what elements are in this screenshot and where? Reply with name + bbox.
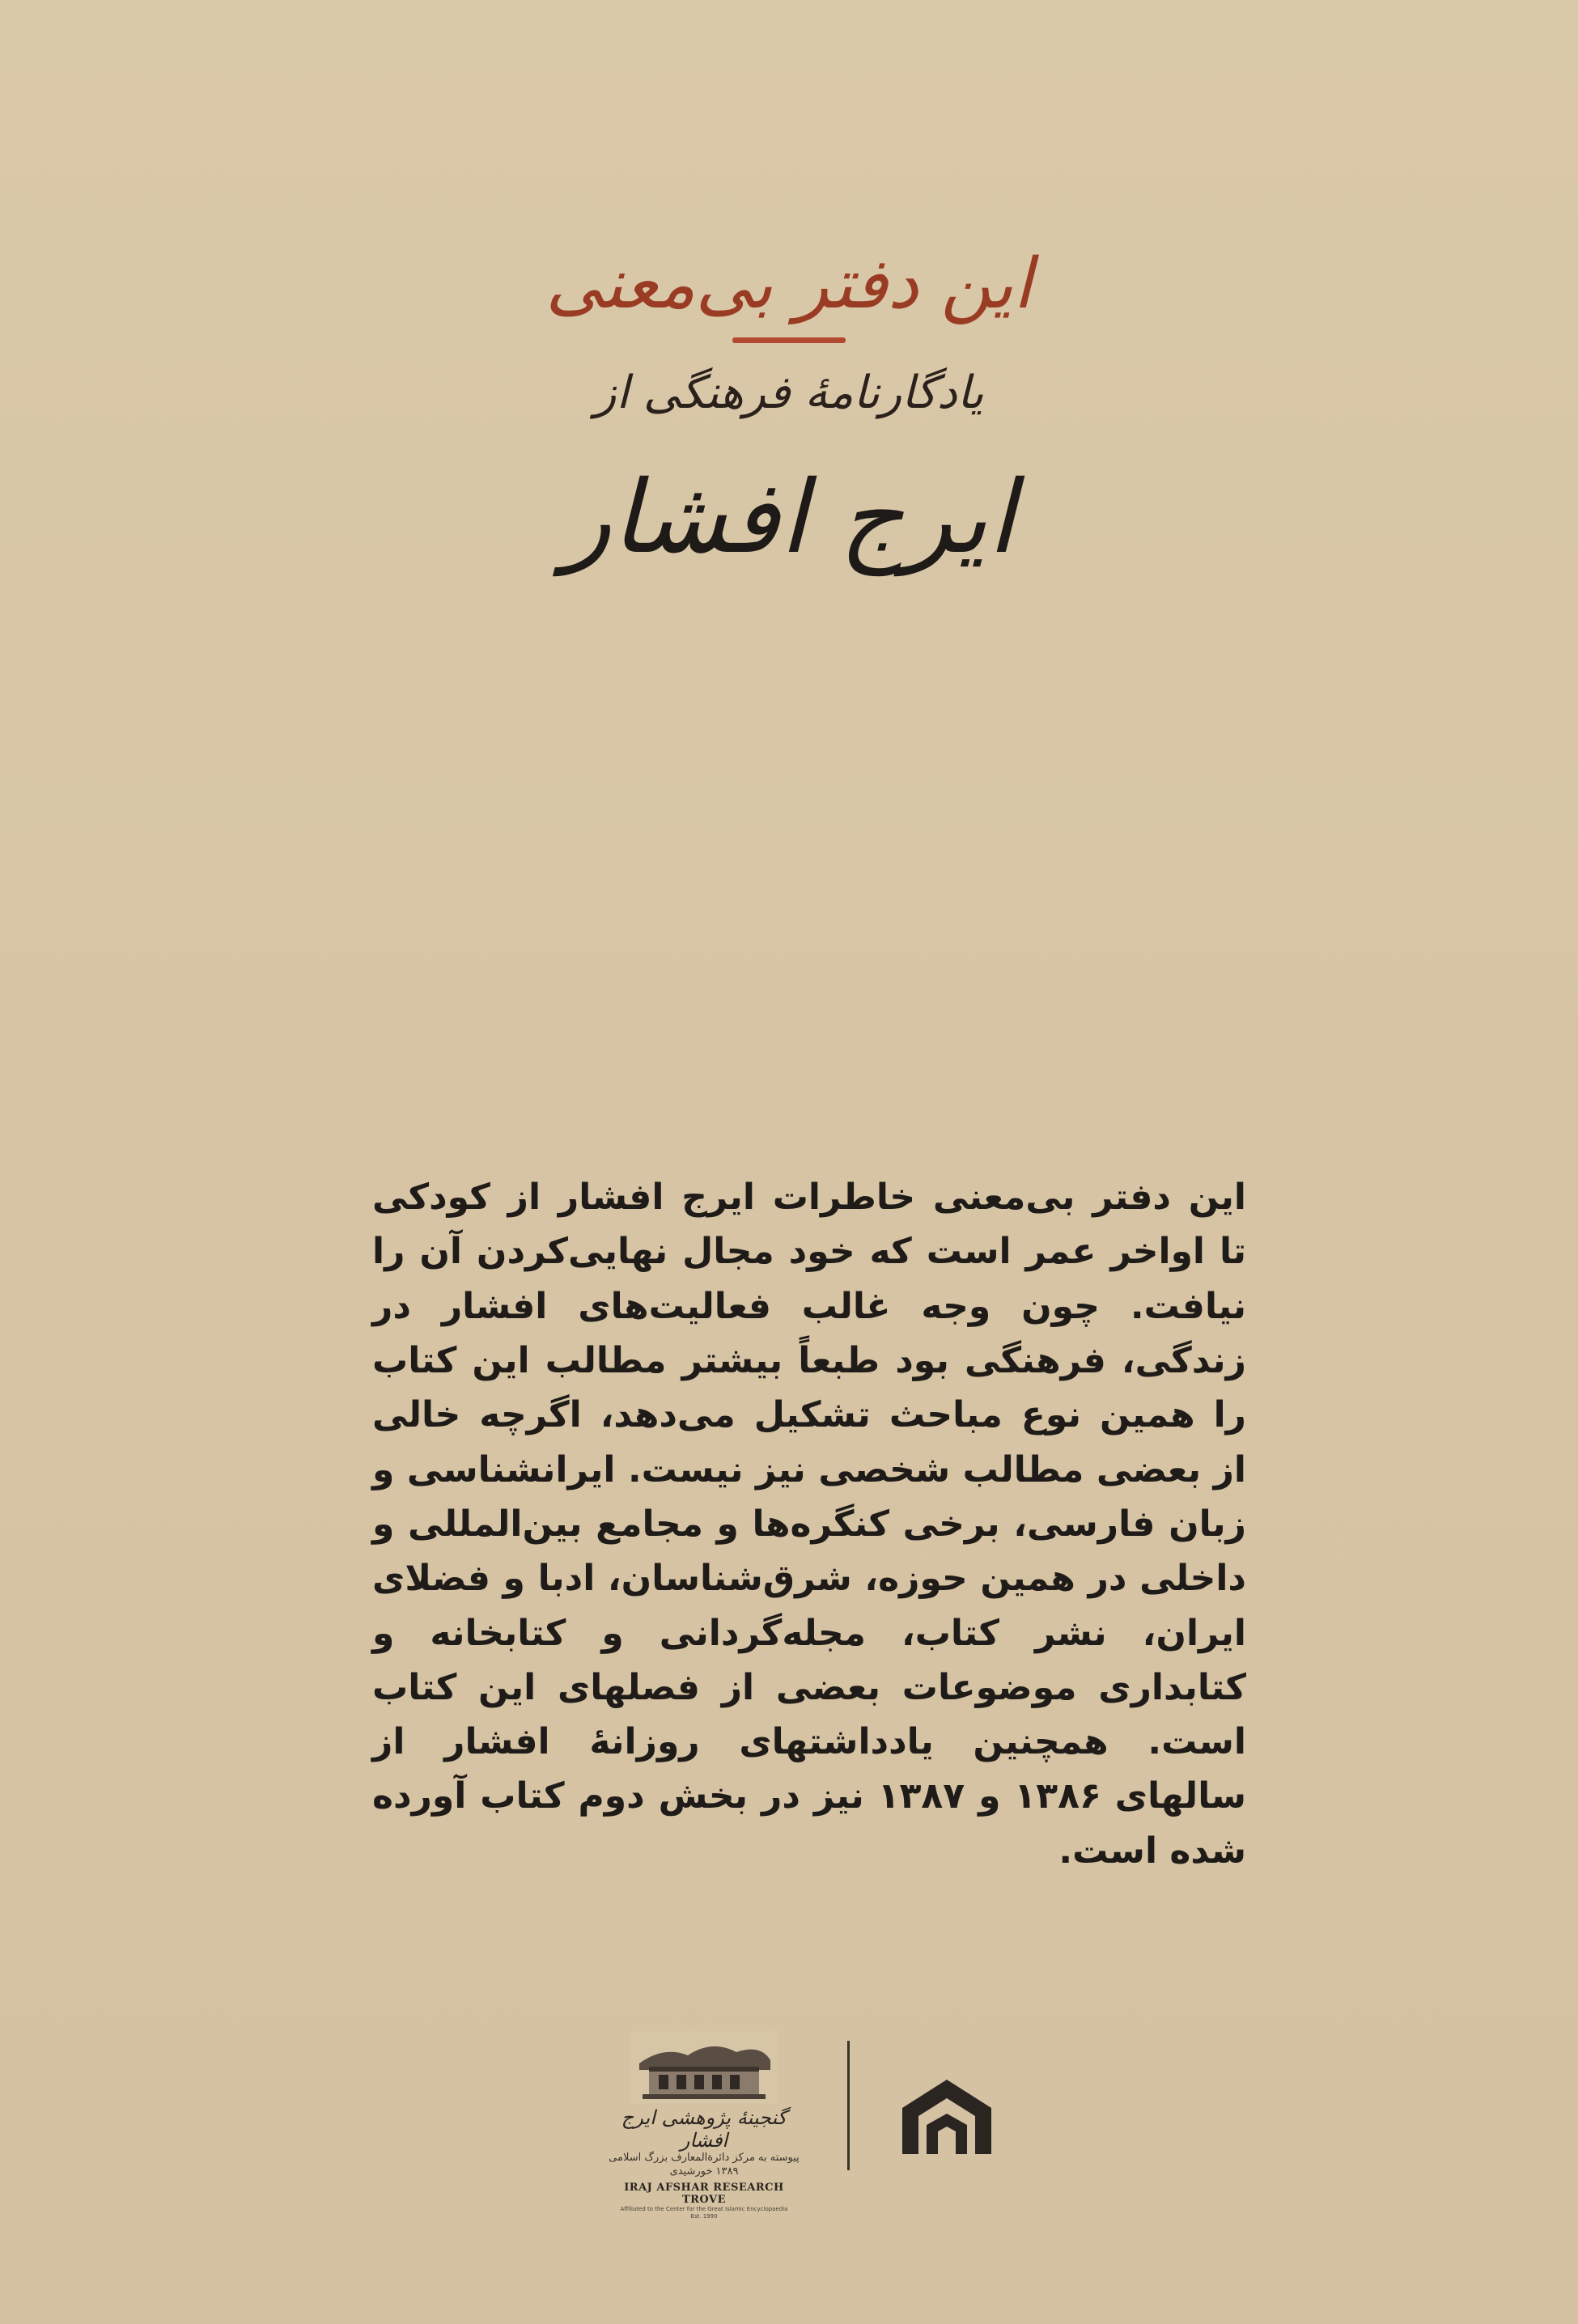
trove-year-english: Est. 1990: [690, 2213, 718, 2220]
trove-name-persian: گنجینهٔ پژوهشی ایرج افشار: [621, 2106, 787, 2152]
trove-name-english: IRAJ AFSHAR RESEARCH TROVE: [624, 2181, 784, 2206]
title-underline: [732, 337, 846, 343]
trove-affiliation-persian: پیوسته به مرکز دائرة‌المعارف بزرگ اسلامی: [609, 2152, 800, 2165]
publisher-logo-icon: [894, 2072, 999, 2161]
author-name: ایرج افشار: [562, 459, 1016, 576]
logo-divider: [847, 2041, 850, 2170]
trove-affiliation-english: Affiliated to the Center for the Great Islamic Encyclopaedia: [620, 2205, 788, 2212]
trove-year-persian: ۱۳۸۹ خورشیدی: [669, 2165, 739, 2178]
book-subtitle: یادگارنامهٔ فرهنگی از: [594, 367, 984, 420]
book-title: این دفتر بی‌معنی: [545, 244, 1033, 324]
research-trove-logo: [607, 2031, 801, 2220]
title-block: [0, 243, 1578, 581]
publisher-logos: [0, 2023, 1578, 2220]
book-description: این دفتر بی‌معنی خاطرات ایرج افشار از کودکی تا اواخر عمر است که خود مجال نهایی‌کردن آن را نیافت. چون وجه غالب فعالیت‌های افشار در زندگی، فرهنگی بود طبعاً بیشتر مطالب این کتاب را همین نوع مباحث تشکیل می‌دهد، اگرچه خالی از بعضی مطالب شخصی نیز نیست. ایرانشناسی و زبان فارسی، برخی کنگره‌ها و مجامع بین‌المللی و داخلی در همین حوزه، شرق‌شناسان، ادبا و فضلای ایران، نشر کتاب، مجله‌گردانی و کتابخانه و کتابداری موضوعات بعضی از فصلهای این کتاب است. همچنین یادداشتهای روزانهٔ افشار از سالهای ۱۳۸۶ و ۱۳۸۷ نیز در بخش دوم کتاب آورده شده است.: [372, 1177, 1246, 1872]
building-icon: [631, 2031, 777, 2104]
